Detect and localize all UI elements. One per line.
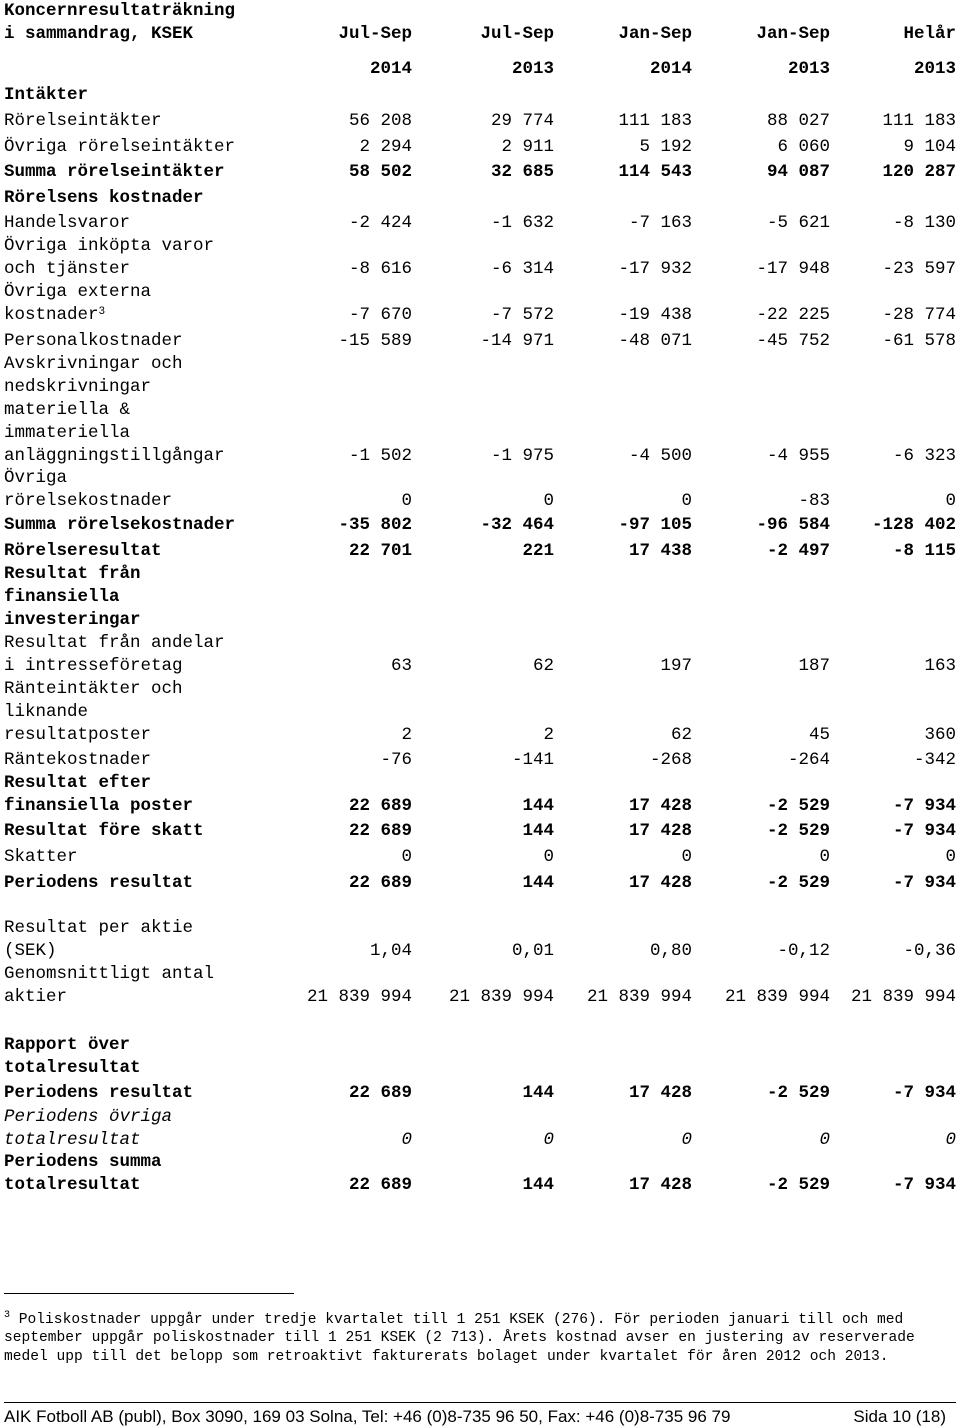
row-value: 88 027	[766, 111, 830, 131]
row-value: 22 689	[348, 1175, 412, 1195]
footnote-marker: 3	[4, 1310, 11, 1321]
row-value: -96 584	[756, 515, 830, 535]
row-label: aktier	[4, 987, 68, 1007]
row-value: 221	[522, 541, 554, 561]
row-value: 94 087	[766, 162, 830, 182]
row-value: -7 163	[628, 213, 692, 233]
row-value: 0	[681, 847, 692, 867]
footer-divider	[4, 1402, 956, 1403]
row-label: Resultat före skatt	[4, 821, 204, 841]
row-value: 0,80	[649, 941, 692, 961]
row-value: 1,04	[369, 941, 412, 961]
row-value: -141	[511, 750, 554, 770]
row-value: -7 572	[490, 305, 554, 325]
row-value: 17 438	[628, 541, 692, 561]
row-value: 21 839 994	[850, 987, 956, 1007]
row-value: 144	[522, 1175, 554, 1195]
row-value: -48 071	[618, 331, 692, 351]
row-value: -7 934	[892, 1175, 956, 1195]
row-value: 2 294	[359, 137, 412, 157]
column-period-header: Jul-Sep	[480, 24, 554, 44]
row-label: materiella &	[4, 400, 131, 420]
row-value: -6 314	[490, 259, 554, 279]
row-value: 0	[819, 847, 830, 867]
row-value: 360	[924, 725, 956, 745]
row-label: Handelsvaror	[4, 213, 131, 233]
row-value: -2 529	[766, 873, 830, 893]
row-value: 45	[808, 725, 830, 745]
column-year-header: 2013	[787, 59, 830, 79]
table-title-line2: i sammandrag, KSEK	[4, 24, 194, 44]
row-value: -14 971	[480, 331, 554, 351]
row-value: 0,01	[511, 941, 554, 961]
row-value: -7 934	[892, 821, 956, 841]
row-value: 6 060	[777, 137, 830, 157]
row-value: 0	[543, 847, 554, 867]
row-value: 17 428	[628, 1083, 692, 1103]
row-value: -17 948	[756, 259, 830, 279]
row-value: -2 424	[348, 213, 412, 233]
row-value: 9 104	[903, 137, 956, 157]
row-value: -17 932	[618, 259, 692, 279]
row-label: Räntekostnader	[4, 750, 152, 770]
row-value: 32 685	[490, 162, 554, 182]
row-value: 56 208	[348, 111, 412, 131]
row-value: 2	[401, 725, 412, 745]
row-label: nedskrivningar	[4, 377, 152, 397]
row-label: Genomsnittligt antal	[4, 964, 215, 984]
row-value: 17 428	[628, 796, 692, 816]
footnote	[4, 1307, 954, 1366]
row-value: -4 955	[766, 446, 830, 466]
footer-company-info: AIK Fotboll AB (publ), Box 3090, 169 03 Solna, Tel: +46 (0)8-735 96 50, Fax: +46 (0)8-735 96 79	[4, 1407, 731, 1426]
row-value: 62	[532, 656, 554, 676]
footnote-divider	[4, 1293, 294, 1294]
row-value: 62	[670, 725, 692, 745]
row-value: -1 975	[490, 446, 554, 466]
row-value: -0,12	[777, 941, 830, 961]
row-value: 22 689	[348, 1083, 412, 1103]
row-value: 17 428	[628, 1175, 692, 1195]
row-label: Rörelsens kostnader	[4, 188, 204, 208]
row-label: och tjänster	[4, 259, 131, 279]
row-value: 17 428	[628, 821, 692, 841]
row-label: Ränteintäkter och	[4, 679, 183, 699]
row-value: -28 774	[882, 305, 956, 325]
row-value: 5 192	[639, 137, 692, 157]
row-label: Periodens resultat	[4, 873, 194, 893]
row-value: -61 578	[882, 331, 956, 351]
row-value: 0	[401, 847, 412, 867]
column-period-header: Jul-Sep	[338, 24, 412, 44]
row-value: 0	[945, 1130, 956, 1150]
row-value: -7 670	[348, 305, 412, 325]
row-value: -2 529	[766, 796, 830, 816]
row-label: Rörelseresultat	[4, 541, 162, 561]
row-label: finansiella poster	[4, 796, 194, 816]
row-value: -2 529	[766, 821, 830, 841]
column-year-header: 2014	[649, 59, 692, 79]
row-value: -45 752	[756, 331, 830, 351]
row-value: 120 287	[882, 162, 956, 182]
row-label: i intresseföretag	[4, 656, 183, 676]
row-value: 0	[543, 491, 554, 511]
row-value: -8 115	[892, 541, 956, 561]
row-label: Rapport över	[4, 1035, 131, 1055]
row-value: 0	[819, 1130, 830, 1150]
row-value: -7 934	[892, 796, 956, 816]
row-value: 0	[543, 1130, 554, 1150]
row-label: Övriga rörelseintäkter	[4, 137, 236, 157]
row-value: -1 632	[490, 213, 554, 233]
row-value: -2 497	[766, 541, 830, 561]
row-label: Rörelseintäkter	[4, 111, 162, 131]
row-value: 21 839 994	[586, 987, 692, 1007]
row-label: Summa rörelsekostnader	[4, 515, 236, 535]
row-value: 163	[924, 656, 956, 676]
row-value: 2	[543, 725, 554, 745]
row-value: 21 839 994	[724, 987, 830, 1007]
footnote-reference[interactable]: 3	[98, 306, 106, 318]
row-value: -0,36	[903, 941, 956, 961]
row-label: Skatter	[4, 847, 78, 867]
row-label: liknande	[4, 702, 89, 722]
row-value: 197	[660, 656, 692, 676]
row-label: anläggningstillgångar	[4, 446, 225, 466]
column-period-header: Helår	[903, 24, 956, 44]
row-value: 21 839 994	[306, 987, 412, 1007]
row-label: Personalkostnader	[4, 331, 183, 351]
row-label: finansiella	[4, 587, 120, 607]
row-value: 29 774	[490, 111, 554, 131]
row-value: -97 105	[618, 515, 692, 535]
footnote-text: Poliskostnader uppgår under tredje kvartalet till 1 251 KSEK (276). För perioden januari till och med september uppgår poliskostnader till 1 251 KSEK (2 713). Årets kostnad avser en justering av reserverade medel upp till det belopp som retroaktivt fakturerats bolaget under kvartalet för åren 2012 och 2013.	[4, 1311, 924, 1365]
row-label: Övriga	[4, 468, 68, 488]
row-value: -23 597	[882, 259, 956, 279]
row-value: -19 438	[618, 305, 692, 325]
row-value: -22 225	[756, 305, 830, 325]
row-label: Periodens summa	[4, 1152, 162, 1172]
row-value: 0	[945, 491, 956, 511]
row-label: investeringar	[4, 610, 141, 630]
row-value: -76	[380, 750, 412, 770]
row-value: -7 934	[892, 1083, 956, 1103]
row-value: 22 689	[348, 873, 412, 893]
row-label: Resultat från andelar	[4, 633, 225, 653]
row-label: Resultat efter	[4, 773, 152, 793]
row-label: Periodens övriga	[4, 1107, 173, 1127]
row-label: Resultat per aktie	[4, 918, 194, 938]
row-label: totalresultat	[4, 1175, 141, 1195]
row-value: 2 911	[501, 137, 554, 157]
row-value: 21 839 994	[448, 987, 554, 1007]
row-label: immateriella	[4, 423, 131, 443]
row-label: Övriga externa	[4, 282, 152, 302]
row-value: 111 183	[618, 111, 692, 131]
row-value: 22 689	[348, 821, 412, 841]
footer-page-number: Sida 10 (18)	[853, 1407, 946, 1426]
row-value: 22 701	[348, 541, 412, 561]
row-label: totalresultat	[4, 1130, 141, 1150]
row-value: 63	[390, 656, 412, 676]
row-value: 22 689	[348, 796, 412, 816]
row-value: 114 543	[618, 162, 692, 182]
row-label: Intäkter	[4, 85, 89, 105]
row-value: 144	[522, 873, 554, 893]
row-value: -35 802	[338, 515, 412, 535]
row-value: -5 621	[766, 213, 830, 233]
row-label: resultatposter	[4, 725, 152, 745]
column-year-header: 2013	[913, 59, 956, 79]
row-value: 144	[522, 1083, 554, 1103]
row-value: -342	[913, 750, 956, 770]
row-value: -7 934	[892, 873, 956, 893]
row-label: Resultat från	[4, 564, 141, 584]
row-value: -1 502	[348, 446, 412, 466]
row-value: -8 130	[892, 213, 956, 233]
row-value: -268	[649, 750, 692, 770]
row-value: -2 529	[766, 1175, 830, 1195]
row-value: -83	[798, 491, 830, 511]
table-title: Koncernresultaträkning	[4, 1, 236, 21]
column-period-header: Jan-Sep	[618, 24, 692, 44]
row-label: Övriga inköpta varor	[4, 236, 215, 256]
row-value: -32 464	[480, 515, 554, 535]
row-label: rörelsekostnader	[4, 491, 173, 511]
row-label: Periodens resultat	[4, 1083, 194, 1103]
row-value: -4 500	[628, 446, 692, 466]
row-value: -2 529	[766, 1083, 830, 1103]
row-value: 111 183	[882, 111, 956, 131]
row-value: 144	[522, 821, 554, 841]
row-value: 187	[798, 656, 830, 676]
row-label: (SEK)	[4, 941, 57, 961]
row-label: Summa rörelseintäkter	[4, 162, 225, 182]
column-period-header: Jan-Sep	[756, 24, 830, 44]
row-value: -6 323	[892, 446, 956, 466]
row-value: 0	[681, 1130, 692, 1150]
row-label: totalresultat	[4, 1058, 141, 1078]
row-value: -15 589	[338, 331, 412, 351]
row-value: 0	[401, 1130, 412, 1150]
row-value: 0	[945, 847, 956, 867]
row-label: kostnader$^3$	[4, 305, 106, 325]
row-label: Avskrivningar och	[4, 354, 183, 374]
row-value: 144	[522, 796, 554, 816]
row-value: -264	[787, 750, 830, 770]
row-value: 0	[401, 491, 412, 511]
row-value: -128 402	[871, 515, 956, 535]
row-value: 0	[681, 491, 692, 511]
column-year-header: 2014	[369, 59, 412, 79]
row-value: 17 428	[628, 873, 692, 893]
column-year-header: 2013	[511, 59, 554, 79]
row-value: -8 616	[348, 259, 412, 279]
row-value: 58 502	[348, 162, 412, 182]
